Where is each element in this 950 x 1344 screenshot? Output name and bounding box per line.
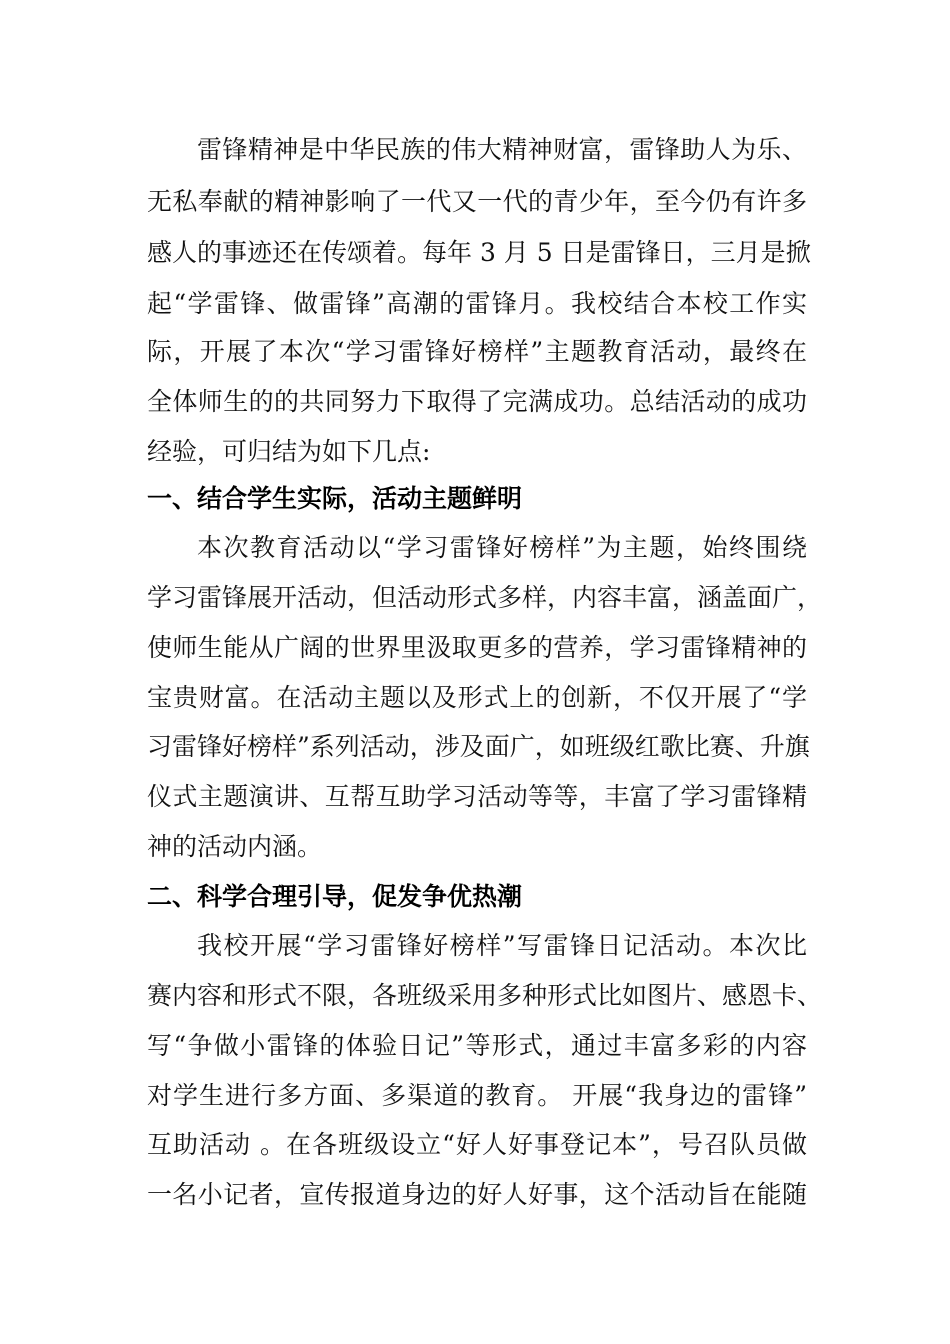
section-heading: 二、科学合理引导，促发争优热潮	[147, 882, 523, 911]
paragraph-line: 仪式主题演讲、互帮互助学习活动等等，丰富了学习雷锋精	[147, 782, 807, 811]
paragraph-line: 宝贵财富。在活动主题以及形式上的创新，不仅开展了“学	[147, 683, 807, 712]
intro-line: 全体师生的的共同努力下取得了完满成功。总结活动的成功	[147, 387, 807, 416]
paragraph-line: 学习雷锋展开活动，但活动形式多样，内容丰富，涵盖面广，	[147, 583, 823, 612]
paragraph-line: 一名小记者，宣传报道身边的好人好事，这个活动旨在能随	[147, 1180, 807, 1209]
section-heading: 一、结合学生实际，活动主题鲜明	[147, 484, 523, 513]
paragraph-line: 我校开展“学习雷锋好榜样”写雷锋日记活动。本次比	[197, 931, 807, 960]
paragraph-line: 习雷锋好榜样”系列活动，涉及面广，如班级红歌比赛、升旗	[147, 732, 810, 761]
intro-line: 际，开展了本次“学习雷锋好榜样”主题教育活动，最终在	[147, 337, 807, 366]
paragraph-line: 对学生进行多方面、多渠道的教育。 开展“我身边的雷锋”	[147, 1081, 807, 1110]
intro-line: 起“学雷锋、做雷锋”高潮的雷锋月。我校结合本校工作实	[147, 289, 807, 318]
paragraph-line: 神的活动内涵。	[147, 832, 323, 861]
paragraph-line: 互助活动 。在各班级设立“好人好事登记本”，号召队员做	[147, 1130, 807, 1159]
paragraph-line: 本次教育活动以“学习雷锋好榜样”为主题，始终围绕	[197, 533, 807, 562]
paragraph-line: 使师生能从广阔的世界里汲取更多的营养，学习雷锋精神的	[147, 633, 807, 662]
intro-line: 经验，可归结为如下几点:	[147, 437, 431, 466]
paragraph-line: 赛内容和形式不限，各班级采用多种形式比如图片、感恩卡、	[147, 981, 823, 1010]
intro-line: 无私奉献的精神影响了一代又一代的青少年，至今仍有许多	[147, 187, 807, 216]
paragraph-line: 写“争做小雷锋的体验日记”等形式，通过丰富多彩的内容	[147, 1031, 807, 1060]
intro-line: 雷锋精神是中华民族的伟大精神财富，雷锋助人为乐、	[197, 135, 807, 164]
intro-line: 感人的事迹还在传颂着。每年 3 月 5 日是雷锋日，三月是掀	[147, 238, 811, 267]
